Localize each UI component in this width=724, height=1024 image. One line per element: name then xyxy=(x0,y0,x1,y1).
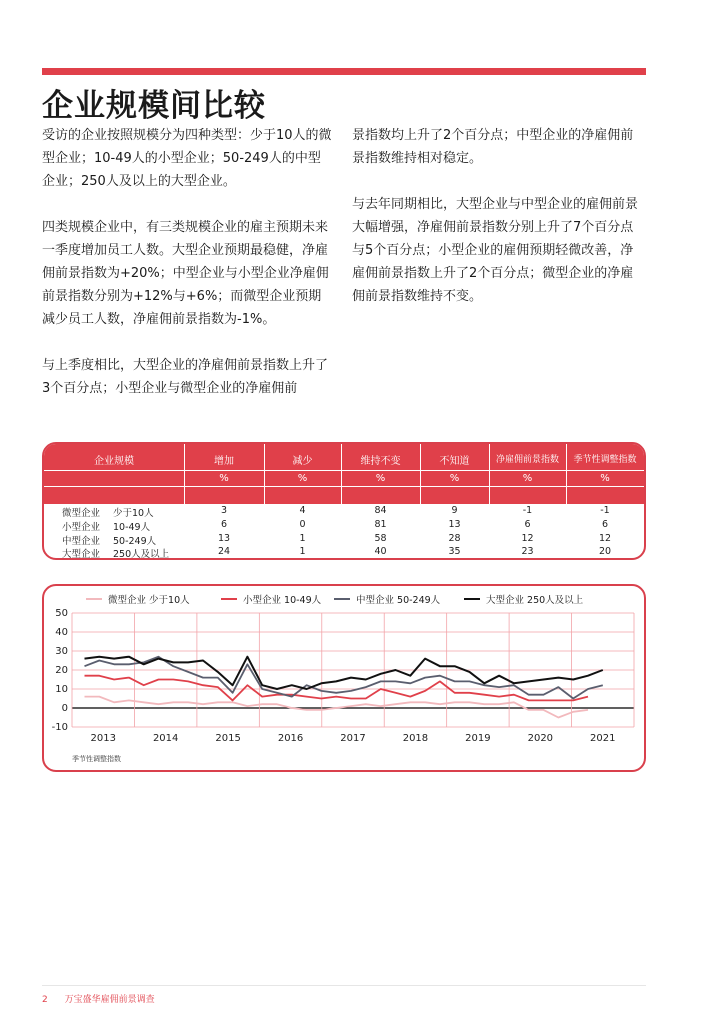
series-line-3 xyxy=(85,657,603,689)
row-type: 中型企业 xyxy=(62,536,101,547)
row-type: 小型企业 xyxy=(62,522,101,533)
y-tick-label: 50 xyxy=(55,608,68,619)
table-header xyxy=(44,444,644,504)
footer-divider xyxy=(42,985,646,986)
x-tick-label: 2021 xyxy=(590,733,616,744)
page-number: 2 xyxy=(42,995,48,1005)
paragraph: 四类规模企业中，有三类规模企业的雇主预期未来一季度增加员工人数。大型企业预期最稳健，净雇佣前景指数为+20%；中型企业与小型企业净雇佣前景指数分别为+12%与+6%；而微型企业预期减少员工人数，净雇佣前景指数为-1%。 xyxy=(42,220,329,327)
cell-nochange: 40 xyxy=(374,546,387,557)
cell-dontknow: 13 xyxy=(448,519,461,530)
x-tick-label: 2017 xyxy=(340,733,366,744)
cell-decrease: 1 xyxy=(299,546,306,557)
cell-decrease: 0 xyxy=(299,519,306,530)
cell-dontknow: 35 xyxy=(448,546,461,557)
cell-increase: 3 xyxy=(220,505,228,516)
y-tick-label: 30 xyxy=(55,646,68,657)
col-header-increase: 增加 xyxy=(214,456,234,467)
top-accent-bar xyxy=(42,68,646,75)
unit-label: % xyxy=(449,473,460,484)
text-column-right xyxy=(352,124,642,331)
unit-label: % xyxy=(219,473,229,484)
cell-net: 23 xyxy=(521,546,534,557)
paragraph: 受访的企业按照规模分为四种类型：少于10人的微型企业；10-49人的小型企业；50-249人的中型企业；250人及以上的大型企业。 xyxy=(42,128,332,189)
series-line-2 xyxy=(85,657,603,699)
y-tick-label: -10 xyxy=(51,722,68,733)
unit-label: % xyxy=(600,473,610,484)
cell-seasonal: 20 xyxy=(598,546,612,557)
row-size: 10-49人 xyxy=(113,522,151,533)
cell-net: -1 xyxy=(522,505,533,516)
row-size: 少于10人 xyxy=(113,508,154,519)
row-type: 微型企业 xyxy=(62,508,101,519)
cell-seasonal: -1 xyxy=(600,505,610,516)
text-column-left xyxy=(42,124,332,423)
paragraph: 与去年同期相比，大型企业与中型企业的雇佣前景大幅增强，净雇佣前景指数分别上升了7个百分点与5个百分点；小型企业的雇佣预期轻微改善，净雇佣前景指数上升了2个百分点；微型企业的净雇佣前景指数维持不变。 xyxy=(352,197,639,304)
cell-nochange: 81 xyxy=(374,519,387,530)
cell-nochange: 84 xyxy=(374,505,387,516)
series-line-0 xyxy=(85,697,589,718)
series-line-1 xyxy=(85,676,589,701)
cell-increase: 24 xyxy=(217,546,231,557)
row-size: 250人及以上 xyxy=(113,549,170,560)
col-header-dontknow: 不知道 xyxy=(439,456,470,467)
x-tick-label: 2018 xyxy=(402,733,429,744)
col-header-seasonal: 季节性调整指数 xyxy=(573,455,637,465)
x-tick-label: 2013 xyxy=(90,733,116,744)
legend-label: 大型企业 250人及以上 xyxy=(486,595,584,606)
trend-chart xyxy=(42,584,646,772)
x-tick-label: 2020 xyxy=(527,733,554,744)
cell-seasonal: 6 xyxy=(601,519,609,530)
unit-label: % xyxy=(522,473,533,484)
cell-decrease: 4 xyxy=(299,505,306,516)
chart-plot xyxy=(44,586,644,770)
col-header-decrease: 减少 xyxy=(292,456,313,467)
cell-net: 6 xyxy=(524,519,531,530)
cell-dontknow: 9 xyxy=(451,505,458,516)
cell-dontknow: 28 xyxy=(448,533,461,544)
col-header-net: 净雇佣前景指数 xyxy=(495,455,559,465)
row-size: 50-249人 xyxy=(113,536,157,547)
x-tick-label: 2016 xyxy=(277,733,304,744)
size-comparison-table xyxy=(42,442,646,560)
x-tick-label: 2014 xyxy=(152,733,179,744)
y-tick-label: 20 xyxy=(55,665,68,676)
cell-seasonal: 12 xyxy=(598,533,612,544)
x-tick-label: 2015 xyxy=(215,733,241,744)
y-tick-label: 40 xyxy=(55,627,68,638)
footer-title: 万宝盛华雇佣前景调查 xyxy=(64,995,155,1005)
y-tick-label: 0 xyxy=(61,703,68,714)
x-tick-label: 2019 xyxy=(465,733,491,744)
chart-footnote: 季节性调整指数 xyxy=(72,755,121,763)
unit-label: % xyxy=(297,473,308,484)
cell-increase: 6 xyxy=(220,519,228,530)
unit-label: % xyxy=(375,473,386,484)
paragraph: 景指数均上升了2个百分点；中型企业的净雇佣前景指数维持相对稳定。 xyxy=(352,128,634,166)
page-title: 企业规模间比较 xyxy=(42,88,266,124)
legend-label: 小型企业 10-49人 xyxy=(243,595,322,606)
y-tick-label: 10 xyxy=(55,684,68,695)
col-header-nochange: 维持不变 xyxy=(360,456,401,467)
legend-label: 微型企业 少于10人 xyxy=(108,595,190,606)
page-footer xyxy=(42,992,155,1005)
paragraph: 与上季度相比，大型企业的净雇佣前景指数上升了3个百分点；小型企业与微型企业的净雇佣前 xyxy=(42,358,329,396)
legend-label: 中型企业 50-249人 xyxy=(356,595,441,606)
row-type: 大型企业 xyxy=(62,549,101,560)
cell-increase: 13 xyxy=(217,533,231,544)
cell-decrease: 1 xyxy=(299,533,306,544)
cell-nochange: 58 xyxy=(374,533,387,544)
col-header-size: 企业规模 xyxy=(94,456,134,467)
cell-net: 12 xyxy=(521,533,534,544)
